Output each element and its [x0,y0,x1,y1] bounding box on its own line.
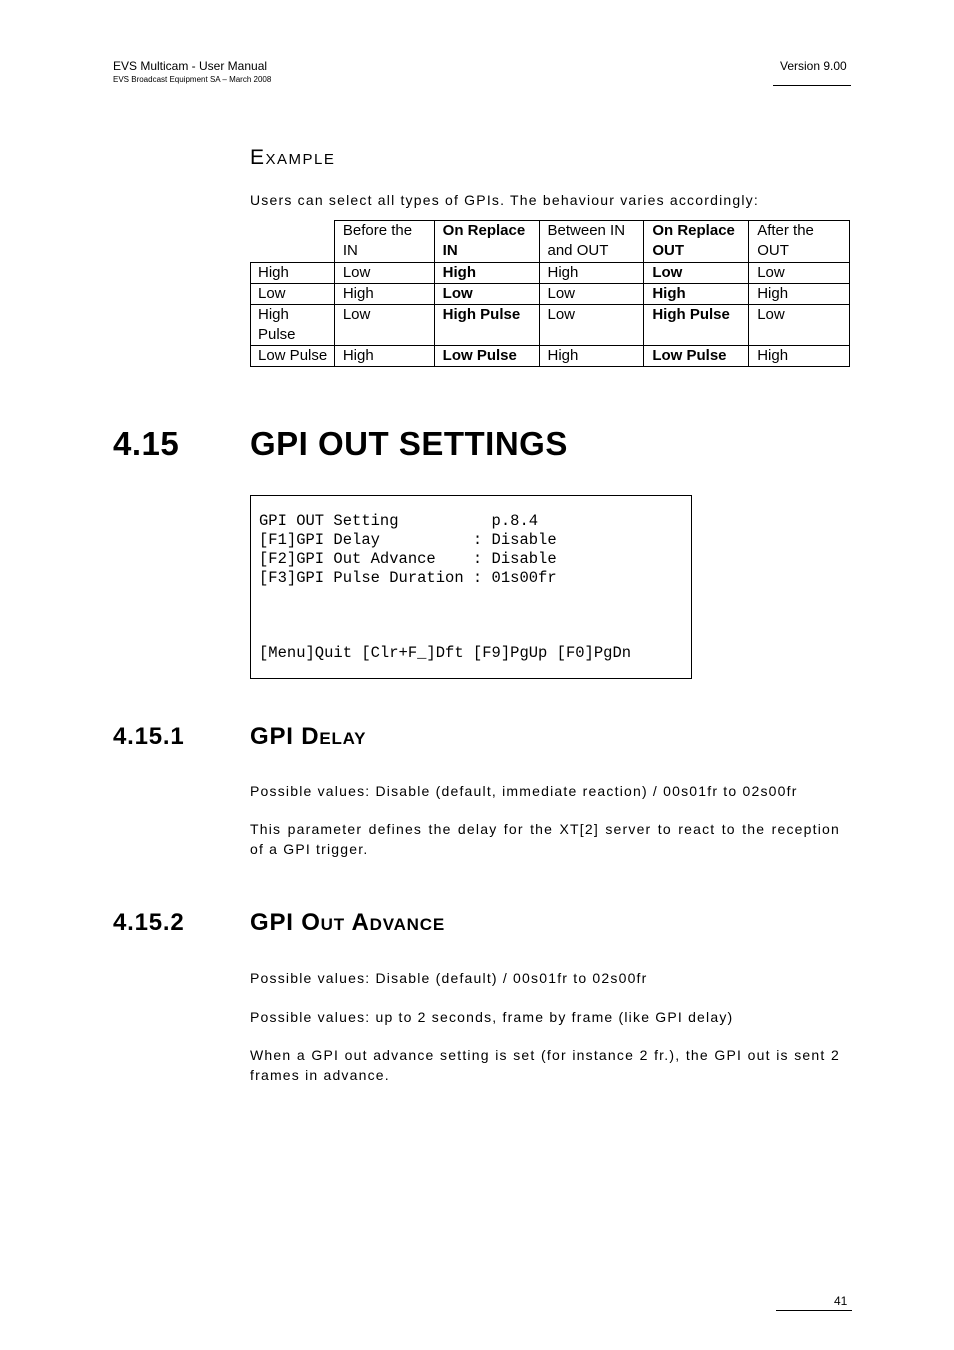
screen-lines [259,512,557,588]
example-heading: Example [250,146,336,169]
table-cell: Low [334,305,434,346]
table-cell: High [539,346,644,367]
table-cell: High [334,346,434,367]
table-cell: High Pulse [434,305,539,346]
table-header-row [251,221,850,263]
table-cell: Low Pulse [434,346,539,367]
subsection-title: GPI Out Advance [250,909,445,936]
screen-line: GPI OUT Setting p.8.4 [259,512,539,530]
table-cell: High [539,263,644,284]
header-rule [773,85,851,86]
table-cell: Low [539,305,644,346]
table-cell: Low Pulse [251,346,335,367]
table-cell: High [334,284,434,305]
subsection-number: 4.15.2 [113,909,185,936]
table-row [251,263,850,284]
section-title: GPI OUT SETTINGS [250,425,568,462]
table-cell: Low Pulse [644,346,749,367]
document-title: EVS Multicam - User Manual [113,59,268,73]
screen-line: [F3]GPI Pulse Duration : 01s00fr [259,569,557,587]
table-cell: Low [749,263,850,284]
screen-line: [F1]GPI Delay : Disable [259,531,557,549]
table-cell: High [644,284,749,305]
table-header-cell: After the OUT [749,221,850,263]
table-cell: Low [644,263,749,284]
section-number: 4.15 [113,425,180,462]
table-header-cell: Before the IN [334,221,434,263]
table-cell: Low [539,284,644,305]
table-cell: High Pulse [251,305,335,346]
footer-rule [776,1310,852,1311]
screen-line: [F2]GPI Out Advance : Disable [259,550,557,568]
table-row [251,284,850,305]
table-header-cell: Between IN and OUT [539,221,644,263]
table-cell: High [749,346,850,367]
table-cell: Low [334,263,434,284]
paragraph: This parameter defines the delay for the XT[2] server to react to the reception of a GPI trigger. [250,821,840,857]
table-cell: High [251,263,335,284]
gpi-behaviour-table [250,220,850,367]
screen-footer: [Menu]Quit [Clr+F_]Dft [F9]PgUp [F0]PgDn [259,644,632,662]
subsection-title: GPI Delay [250,723,367,750]
table-header-cell [251,221,335,263]
table-row [251,305,850,346]
example-intro: Users can select all types of GPIs. The behaviour varies accordingly: [250,192,759,208]
subsection-number: 4.15.1 [113,723,185,750]
table-row [251,346,850,367]
paragraph: Possible values: Disable (default) / 00s01fr to 02s00fr [250,970,648,986]
table-header-cell: On Replace IN [434,221,539,263]
paragraph: Possible values: up to 2 seconds, frame by frame (like GPI delay) [250,1009,734,1025]
table-cell: High Pulse [644,305,749,346]
table-cell: Low [434,284,539,305]
table-header-cell: On Replace OUT [644,221,749,263]
table-cell: High [434,263,539,284]
table-cell: Low [251,284,335,305]
document-version: Version 9.00 [780,59,847,73]
document-subtitle: EVS Broadcast Equipment SA – March 2008 [113,75,272,84]
paragraph: Possible values: Disable (default, immediate reaction) / 00s01fr to 02s00fr [250,783,798,799]
page-number: 41 [834,1294,848,1308]
paragraph: When a GPI out advance setting is set (for instance 2 fr.), the GPI out is sent 2 frames in advance. [250,1047,840,1083]
table-cell: Low [749,305,850,346]
table-cell: High [749,284,850,305]
settings-screen-box [250,495,692,679]
